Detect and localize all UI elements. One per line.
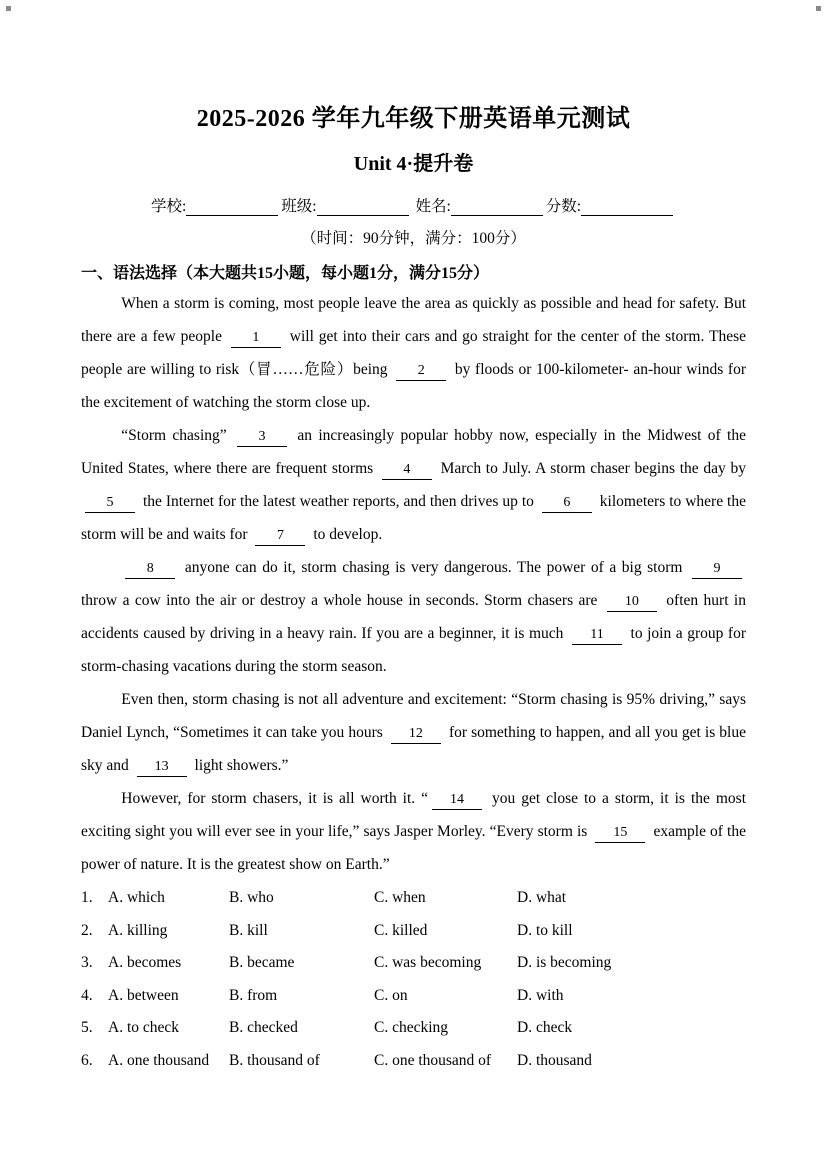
cloze-blank-14: 14 (432, 791, 482, 810)
question-number: 6. (81, 1051, 93, 1069)
cloze-blank-15: 15 (595, 824, 645, 843)
field-school-blank (186, 200, 278, 216)
question-row-3 (81, 947, 746, 980)
cloze-blank-6: 6 (542, 494, 592, 513)
document-title: 2025-2026 学年九年级下册英语单元测试 (196, 106, 631, 132)
question-row-6 (81, 1045, 746, 1078)
cloze-passage (81, 287, 746, 881)
question-number: 1. (81, 889, 93, 906)
option-c: C. on (374, 986, 408, 1004)
passage-paragraph-5: However, for storm chasers, it is all worth it. “ 14 you get close to a storm, it is the most exciting sight you will ever see in your life,” says Jasper Morley. “Every storm is 15 example of the power of nature. It is the greatest show on Earth.” (81, 790, 747, 873)
question-number: 2. (81, 921, 93, 939)
cloze-blank-11: 11 (572, 626, 622, 645)
cloze-blank-13: 13 (137, 758, 187, 777)
cloze-blank-9: 9 (692, 560, 742, 579)
question-row-5 (81, 1012, 746, 1045)
field-score-blank (581, 200, 673, 216)
option-c: C. killed (374, 921, 428, 939)
option-b: B. kill (229, 921, 268, 939)
option-b: B. who (229, 889, 274, 906)
option-d: D. check (517, 1019, 573, 1036)
option-c: C. one thousand of (374, 1051, 492, 1069)
field-school-label: 学校: (150, 198, 187, 215)
option-b: B. became (229, 954, 295, 971)
field-class-blank (317, 200, 409, 216)
passage-paragraph-3: 8 anyone can do it, storm chasing is very dangerous. The power of a big storm 9 throw a cow into the air or destroy a whole house in seconds. Storm chasers are 10 often hurt in accidents caused by driving in a heavy rain. If you are a beginner, it is much 11 to join a group for storm-chasing vacations during the storm season. (81, 559, 746, 675)
time-score-note: （时间：90分钟，满分：100分） (301, 230, 526, 247)
question-row-2 (81, 915, 746, 948)
question-list (81, 882, 746, 1077)
cloze-blank-8: 8 (125, 560, 175, 579)
cloze-blank-3: 3 (237, 428, 287, 447)
passage-paragraph-1: When a storm is coming, most people leave the area as quickly as possible and head for safety. But there are a few people 1 will get into their cars and go straight for the center of the storm. These people are willing to risk（冒……危险）being 2 by floods or 100-kilometer- an-hour winds for the excitement of watching the storm close up. (81, 295, 746, 411)
option-a: A. killing (108, 921, 168, 939)
cloze-blank-7: 7 (255, 527, 305, 546)
cloze-blank-10: 10 (607, 593, 657, 612)
document-subtitle: Unit 4·提升卷 (353, 153, 474, 175)
option-d: D. with (517, 986, 564, 1004)
student-info-line (81, 194, 746, 216)
option-c: C. when (374, 889, 426, 906)
cloze-blank-12: 12 (391, 725, 441, 744)
option-d: D. to kill (517, 921, 573, 939)
question-number: 5. (81, 1019, 93, 1036)
question-row-4 (81, 980, 746, 1013)
option-c: C. checking (374, 1019, 449, 1036)
option-c: C. was becoming (374, 954, 482, 971)
passage-paragraph-4: Even then, storm chasing is not all adventure and excitement: “Storm chasing is 95% driving,” says Daniel Lynch, “Sometimes it can take you hours 12 for something to happen, and all you get is blue sky and 13 light showers.” (81, 683, 746, 782)
option-d: D. what (517, 889, 567, 906)
option-d: D. is becoming (517, 954, 612, 971)
option-b: B. thousand of (229, 1051, 320, 1069)
passage-paragraph-2: “Storm chasing” 3 an increasingly popular hobby now, especially in the Midwest of the United States, where there are frequent storms 4 March to July. A storm chaser begins the day by 5 the Internet for the latest weather reports, and then drives up to 6 kilometers to where the storm will be and waits for 7 to develop. (81, 419, 746, 551)
option-b: B. checked (229, 1019, 298, 1036)
field-name-label: 姓名: (415, 198, 451, 215)
cloze-blank-1: 1 (231, 329, 281, 348)
cloze-blank-5: 5 (85, 494, 135, 513)
field-score-label: 分数: (545, 198, 582, 215)
option-a: A. which (108, 889, 165, 906)
option-b: B. from (229, 986, 278, 1004)
cloze-blank-4: 4 (382, 461, 432, 480)
crop-mark-left (6, 6, 11, 11)
option-a: A. to check (108, 1019, 180, 1036)
option-a: A. between (108, 986, 179, 1004)
option-a: A. one thousand (108, 1051, 210, 1069)
section-title: 一、语法选择（本大题共15小题，每小题1分，满分15分） (81, 265, 490, 282)
crop-mark-right (816, 6, 821, 11)
cloze-blank-2: 2 (396, 362, 446, 381)
question-number: 3. (81, 954, 93, 971)
field-name-blank (451, 200, 543, 216)
question-number: 4. (81, 986, 93, 1004)
option-d: D. thousand (517, 1051, 592, 1069)
option-a: A. becomes (108, 954, 182, 971)
question-row-1 (81, 882, 746, 915)
field-class-label: 班级: (281, 198, 317, 215)
